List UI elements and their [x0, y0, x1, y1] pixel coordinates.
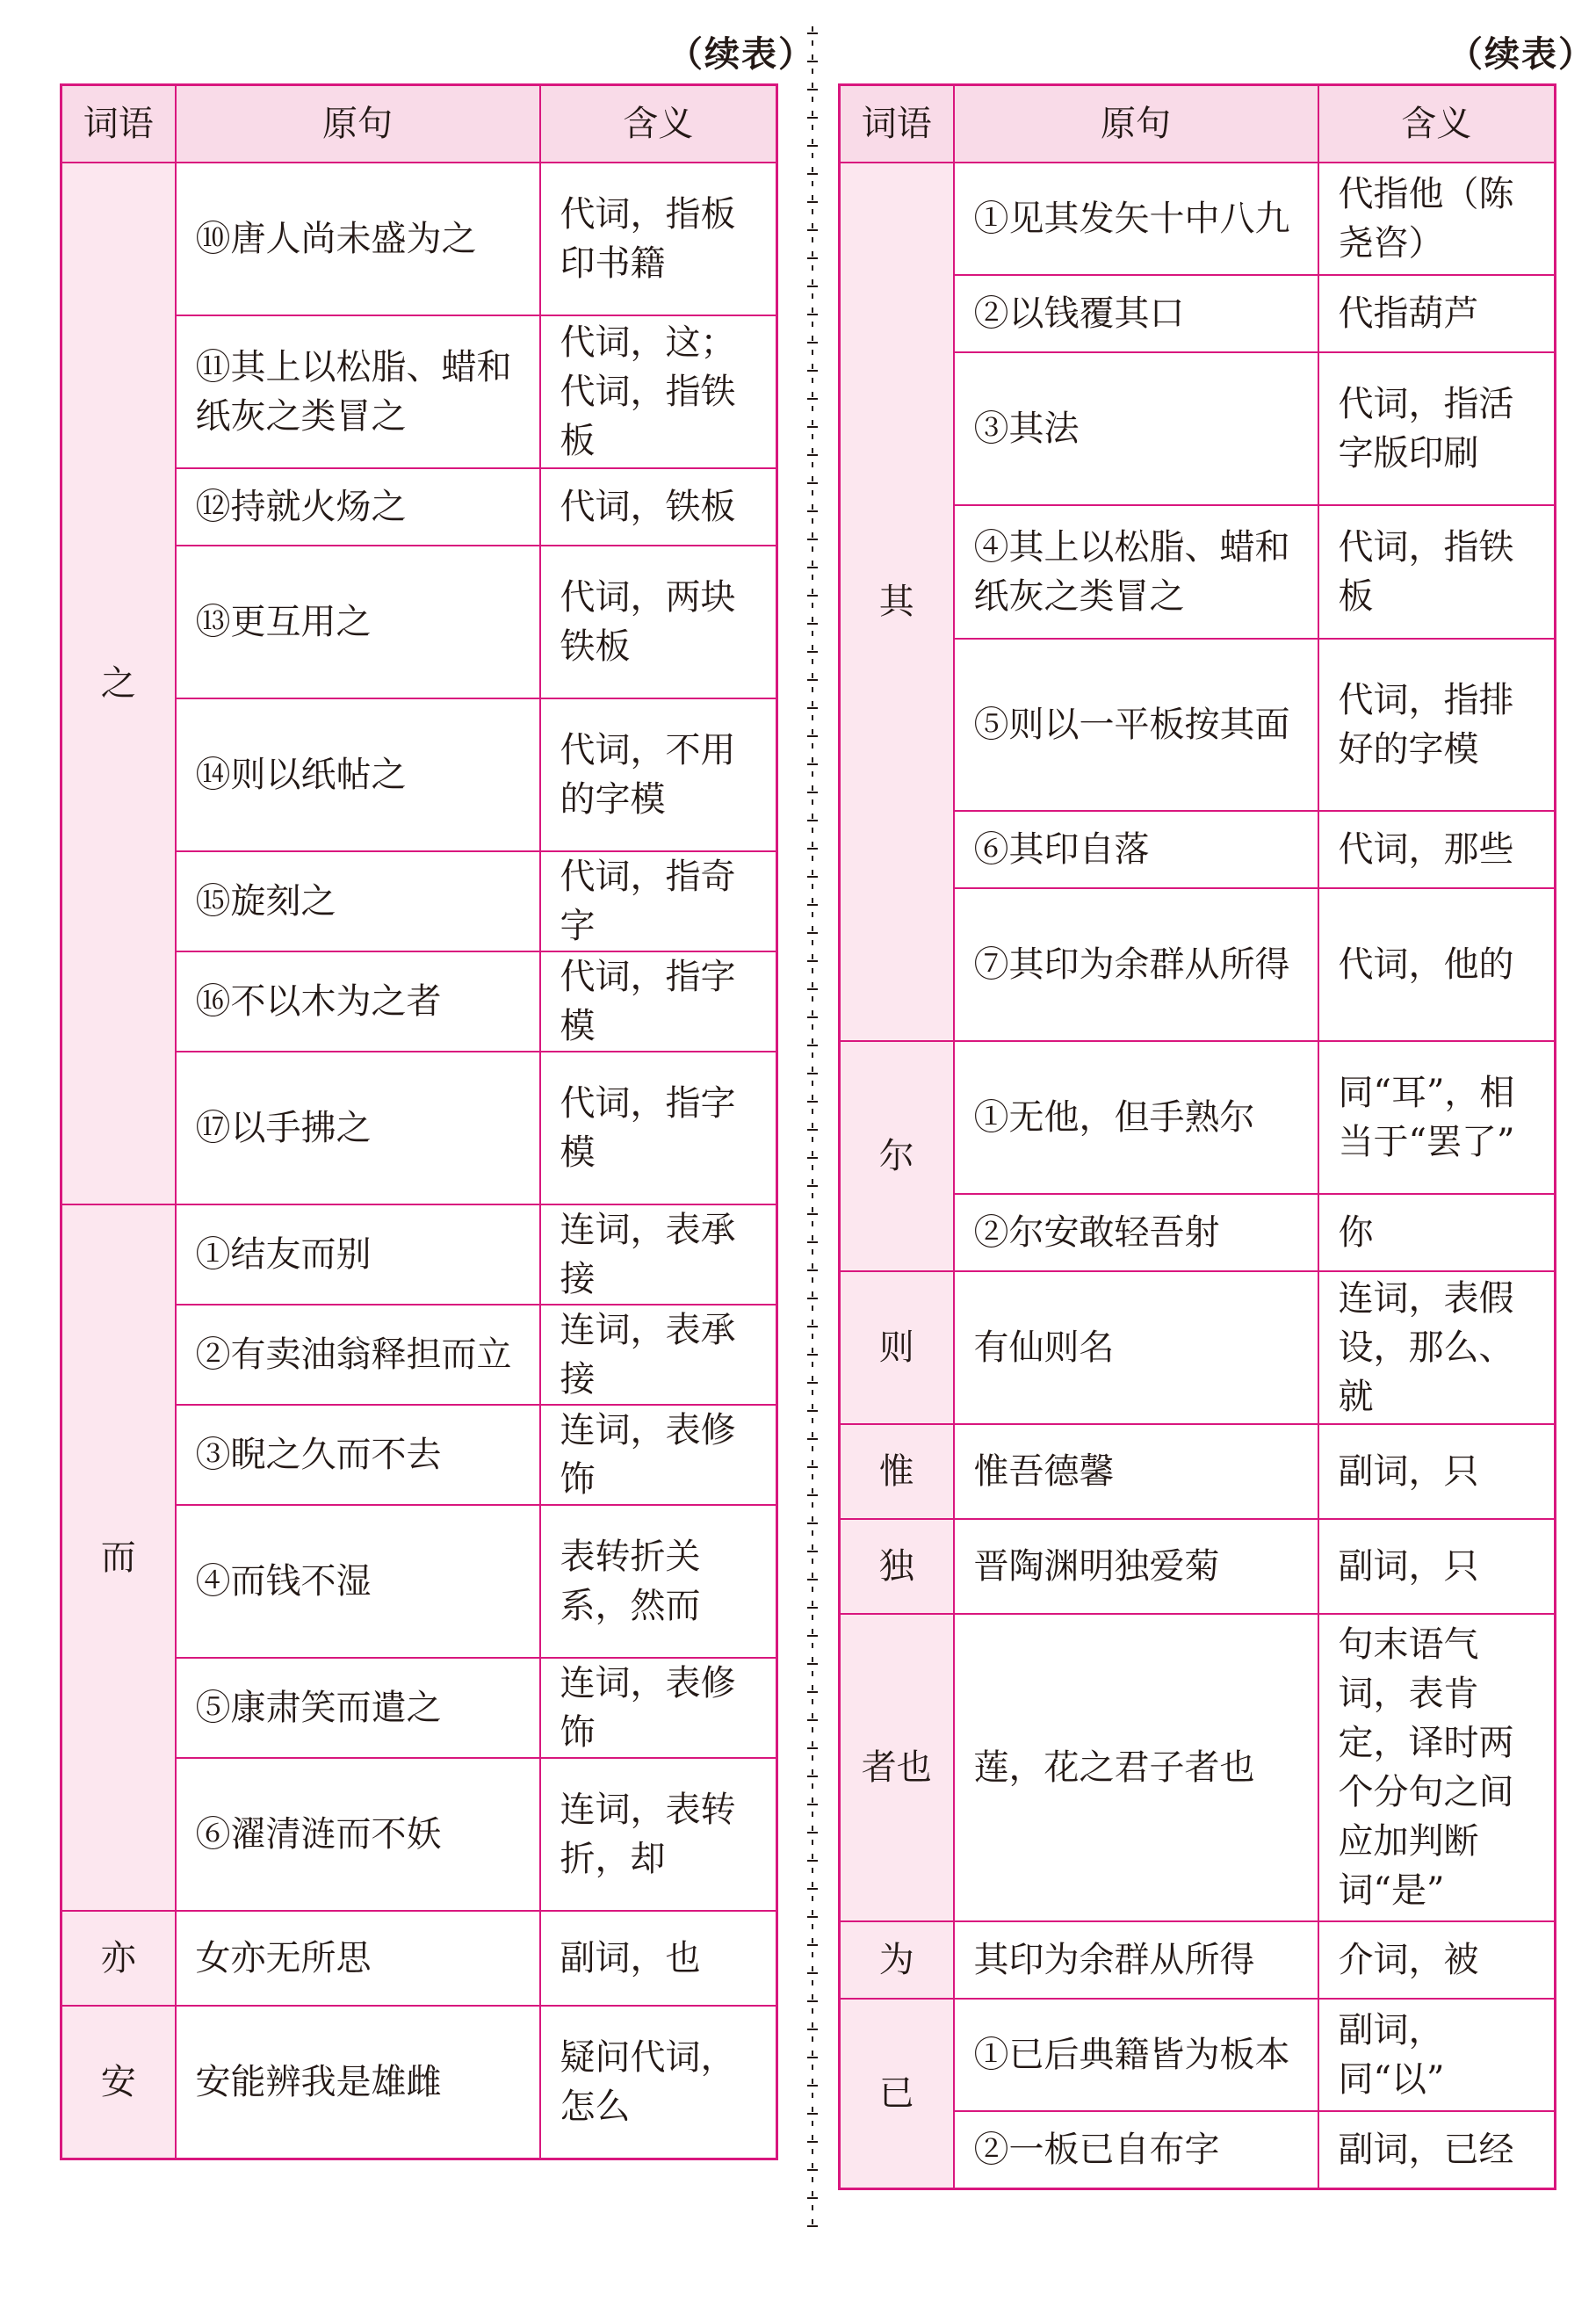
sentence-cell: ⑮旋刻之: [176, 851, 540, 951]
meaning-cell: 代指葫芦: [1318, 275, 1556, 352]
sentence-cell: ②一板已自布字: [954, 2111, 1318, 2188]
sentence-cell: ②尔安敢轻吾射: [954, 1194, 1318, 1271]
meaning-cell: 疑问代词，怎么: [540, 2006, 777, 2159]
meaning-cell: 代词，指奇字: [540, 851, 777, 951]
word-cell: 则: [840, 1271, 954, 1424]
table-row: [840, 1041, 1556, 1194]
table-row: [840, 1519, 1556, 1614]
sentence-cell: ⑩唐人尚未盛为之: [176, 163, 540, 315]
continued-label-left: （续表）: [668, 34, 815, 75]
sentence-cell: 其印为余群从所得: [954, 1921, 1318, 1999]
meaning-cell: 表转折关系，然而: [540, 1505, 777, 1658]
meaning-cell: 副词，也: [540, 1911, 777, 2006]
word-cell: 安: [61, 2006, 176, 2159]
header-word: 词语: [61, 85, 176, 163]
sentence-cell: ⑦其印为余群从所得: [954, 888, 1318, 1041]
table-row: [61, 2006, 777, 2159]
header-meaning: 含义: [540, 85, 777, 163]
dashed-divider: [799, 26, 826, 2231]
header-sentence: 原句: [954, 85, 1318, 163]
sentence-cell: ⑯不以木为之者: [176, 951, 540, 1052]
header-row: [61, 85, 777, 163]
meaning-cell: 代词，指字模: [540, 951, 777, 1052]
word-cell: 而: [61, 1204, 176, 1911]
meaning-cell: 副词，已经: [1318, 2111, 1556, 2188]
sentence-cell: ②以钱覆其口: [954, 275, 1318, 352]
sentence-cell: 安能辨我是雄雌: [176, 2006, 540, 2159]
table-row: [840, 1999, 1556, 2111]
meaning-cell: 介词，被: [1318, 1921, 1556, 1999]
meaning-cell: 副词，只: [1318, 1424, 1556, 1519]
word-cell: 其: [840, 163, 954, 1041]
sentence-cell: ⑬更互用之: [176, 546, 540, 698]
sentence-cell: ⑰以手拂之: [176, 1052, 540, 1204]
sentence-cell: ⑤则以一平板按其面: [954, 639, 1318, 811]
meaning-cell: 代词，两块铁板: [540, 546, 777, 698]
sentence-cell: ⑫持就火炀之: [176, 468, 540, 546]
sentence-cell: 女亦无所思: [176, 1911, 540, 2006]
meaning-cell: 代词，指活字版印刷: [1318, 352, 1556, 505]
sentence-cell: ①结友而别: [176, 1204, 540, 1305]
meaning-cell: 副词，只: [1318, 1519, 1556, 1614]
word-cell: 独: [840, 1519, 954, 1614]
table-row: [61, 1204, 777, 1305]
meaning-cell: 连词，表转折，却: [540, 1758, 777, 1911]
meaning-cell: 代词，这；代词，指铁板: [540, 315, 777, 468]
word-cell: 已: [840, 1999, 954, 2188]
meaning-cell: 连词，表假设，那么、就: [1318, 1271, 1556, 1424]
sentence-cell: 有仙则名: [954, 1271, 1318, 1424]
meaning-cell: 句末语气词，表肯定，译时两个分句之间应加判断词“是”: [1318, 1614, 1556, 1921]
meaning-cell: 连词，表承接: [540, 1204, 777, 1305]
word-cell: 尔: [840, 1041, 954, 1271]
meaning-cell: 代词，指排好的字模: [1318, 639, 1556, 811]
sentence-cell: ③其法: [954, 352, 1318, 505]
sentence-cell: ⑤康肃笑而遣之: [176, 1658, 540, 1758]
sentence-cell: ①无他，但手熟尔: [954, 1041, 1318, 1194]
sentence-cell: ⑥其印自落: [954, 811, 1318, 888]
sentence-cell: 晋陶渊明独爱菊: [954, 1519, 1318, 1614]
meaning-cell: 代词，铁板: [540, 468, 777, 546]
sentence-cell: ④其上以松脂、蜡和纸灰之类冒之: [954, 505, 1318, 639]
header-sentence: 原句: [176, 85, 540, 163]
meaning-cell: 代词，指铁板: [1318, 505, 1556, 639]
meaning-cell: 代词，他的: [1318, 888, 1556, 1041]
left-table: [60, 83, 778, 2160]
meaning-cell: 代词，指板印书籍: [540, 163, 777, 315]
continued-label-right: （续表）: [1448, 34, 1595, 75]
sentence-cell: ⑭则以纸帖之: [176, 698, 540, 851]
table-row: [61, 163, 777, 315]
table-row: [840, 1614, 1556, 1921]
header-meaning: 含义: [1318, 85, 1556, 163]
meaning-cell: 连词，表承接: [540, 1305, 777, 1405]
meaning-cell: 代词，那些: [1318, 811, 1556, 888]
table-row: [840, 163, 1556, 275]
sentence-cell: ③睨之久而不去: [176, 1405, 540, 1505]
table-row: [840, 1271, 1556, 1424]
right-table: [838, 83, 1556, 2190]
sentence-cell: ②有卖油翁释担而立: [176, 1305, 540, 1405]
word-cell: 亦: [61, 1911, 176, 2006]
meaning-cell: 同“耳”，相当于“罢了”: [1318, 1041, 1556, 1194]
sentence-cell: 莲，花之君子者也: [954, 1614, 1318, 1921]
sentence-cell: ⑥濯清涟而不妖: [176, 1758, 540, 1911]
header-word: 词语: [840, 85, 954, 163]
meaning-cell: 连词，表修饰: [540, 1405, 777, 1505]
header-row: [840, 85, 1556, 163]
meaning-cell: 代词，指字模: [540, 1052, 777, 1204]
sentence-cell: ⑪其上以松脂、蜡和纸灰之类冒之: [176, 315, 540, 468]
word-cell: 者也: [840, 1614, 954, 1921]
table-row: [840, 1921, 1556, 1999]
word-cell: 之: [61, 163, 176, 1204]
meaning-cell: 代指他（陈尧咨）: [1318, 163, 1556, 275]
meaning-cell: 连词，表修饰: [540, 1658, 777, 1758]
sentence-cell: 惟吾德馨: [954, 1424, 1318, 1519]
table-row: [61, 1911, 777, 2006]
meaning-cell: 你: [1318, 1194, 1556, 1271]
meaning-cell: 副词，同“以”: [1318, 1999, 1556, 2111]
sentence-cell: ①见其发矢十中八九: [954, 163, 1318, 275]
sentence-cell: ①已后典籍皆为板本: [954, 1999, 1318, 2111]
sentence-cell: ④而钱不湿: [176, 1505, 540, 1658]
word-cell: 为: [840, 1921, 954, 1999]
word-cell: 惟: [840, 1424, 954, 1519]
meaning-cell: 代词，不用的字模: [540, 698, 777, 851]
table-row: [840, 1424, 1556, 1519]
